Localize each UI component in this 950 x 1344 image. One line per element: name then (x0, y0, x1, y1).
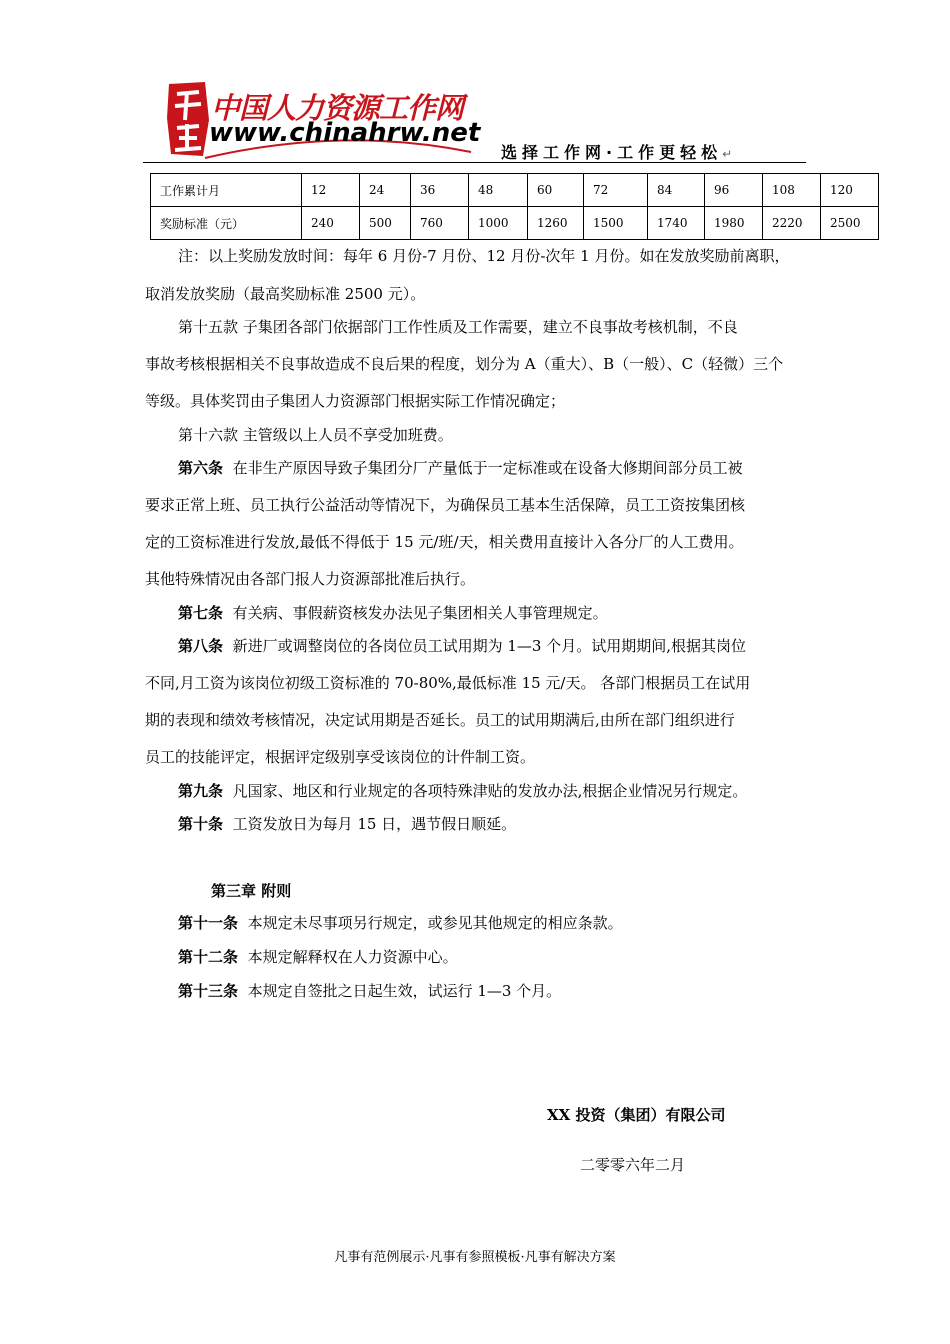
page-header (143, 78, 806, 164)
clause-15-line: 等级。具体奖罚由子集团人力资源部门根据实际工作情况确定； (145, 392, 566, 410)
table-cell: 36 (411, 174, 469, 207)
logo-url: www.chinahrw.net (209, 118, 481, 148)
article-10-line: 第十条 工资发放日为每月 15 日，遇节假日顺延。 (178, 815, 517, 833)
table-cell: 2500 (821, 207, 879, 240)
article-8-title: 第八条 (178, 637, 224, 655)
article-11-title: 第十一条 (178, 914, 239, 932)
article-13-line: 第十三条 本规定自签批之日起生效，试运行 1—3 个月。 (178, 982, 562, 1000)
clause-15-line: 事故考核根据相关不良事故造成不良后果的程度，划分为 A（重大）、B（一般）、C（轻微）三个 (145, 355, 784, 373)
article-8-line: 第八条 新进厂或调整岗位的各岗位员工试用期为 1—3 个月。试用期期间,根据其岗位 (178, 637, 746, 655)
article-6-title: 第六条 (178, 459, 224, 477)
table-cell: 1500 (584, 207, 648, 240)
table-cell: 24 (360, 174, 411, 207)
table-cell: 2220 (763, 207, 821, 240)
article-6-line: 定的工资标准进行发放,最低不得低于 15 元/班/天，相关费用直接计入各分厂的人工费用。 (145, 533, 744, 551)
table-row (151, 207, 879, 240)
note-line: 注：以上奖励发放时间：每年 6 月份-7 月份、12 月份-次年 1 月份。如在发放奖励前离职， (178, 247, 790, 265)
company-name: XX 投资（集团）有限公司 (547, 1106, 726, 1124)
article-9-title: 第九条 (178, 782, 224, 800)
article-11-line: 第十一条 本规定未尽事项另行规定，或参见其他规定的相应条款。 (178, 914, 623, 932)
table-cell: 1740 (648, 207, 705, 240)
reward-table (150, 173, 879, 240)
article-13-title: 第十三条 (178, 982, 239, 1000)
article-8-line: 期的表现和绩效考核情况，决定试用期是否延长。员工的试用期满后,由所在部门组织进行 (145, 711, 735, 729)
issue-date: 二零零六年二月 (580, 1156, 686, 1174)
table-cell: 工作累计月 (151, 174, 302, 207)
article-12-title: 第十二条 (178, 948, 239, 966)
article-8-line: 员工的技能评定，根据评定级别享受该岗位的计件制工资。 (145, 748, 536, 766)
clause-16-line: 第十六款 主管级以上人员不享受加班费。 (178, 426, 453, 444)
return-mark-icon: ↵ (722, 147, 733, 161)
article-8-line: 不同,月工资为该岗位初级工资标准的 70-80%,最低标准 15 元/天。 各部门根据员工在试用 (145, 674, 751, 692)
table-cell: 96 (705, 174, 763, 207)
note-line: 取消发放奖励（最高奖励标准 2500 元）。 (145, 285, 426, 303)
table-cell: 240 (302, 207, 360, 240)
article-10-title: 第十条 (178, 815, 224, 833)
table-cell: 1980 (705, 207, 763, 240)
article-6-line: 要求正常上班、员工执行公益活动等情况下，为确保员工基本生活保障，员工工资按集团核 (145, 496, 746, 514)
table-cell: 760 (411, 207, 469, 240)
table-cell: 120 (821, 174, 879, 207)
table-row (151, 174, 879, 207)
logo-chinese-name: 中国人力资源工作网 (211, 91, 464, 125)
article-12-line: 第十二条 本规定解释权在人力资源中心。 (178, 948, 458, 966)
page-footer: 凡事有范例展示·凡事有参照模板·凡事有解决方案 (334, 1250, 616, 1265)
table-cell: 60 (528, 174, 584, 207)
table-cell: 72 (584, 174, 648, 207)
clause-15-line: 第十五款 子集团各部门依据部门工作性质及工作需要，建立不良事故考核机制，不良 (178, 318, 738, 336)
article-6-line: 其他特殊情况由各部门报人力资源部批准后执行。 (145, 570, 476, 588)
article-6-line: 第六条 在非生产原因导致子集团分厂产量低于一定标准或在设备大修期间部分员工被 (178, 459, 743, 477)
article-9-line: 第九条 凡国家、地区和行业规定的各项特殊津贴的发放办法,根据企业情况另行规定。 (178, 782, 748, 800)
table-cell: 奖励标准（元） (151, 207, 302, 240)
table-cell: 12 (302, 174, 360, 207)
table-cell: 1260 (528, 207, 584, 240)
article-7-title: 第七条 (178, 604, 224, 622)
table-cell: 1000 (469, 207, 528, 240)
table-cell: 500 (360, 207, 411, 240)
table-cell: 84 (648, 174, 705, 207)
header-divider (143, 162, 806, 163)
table-cell: 108 (763, 174, 821, 207)
chapter-heading: 第三章 附则 (211, 882, 292, 900)
header-slogan: 选择工作网·工作更轻松↵ (501, 143, 733, 162)
article-7-line: 第七条 有关病、事假薪资核发办法见子集团相关人事管理规定。 (178, 604, 608, 622)
table-cell: 48 (469, 174, 528, 207)
